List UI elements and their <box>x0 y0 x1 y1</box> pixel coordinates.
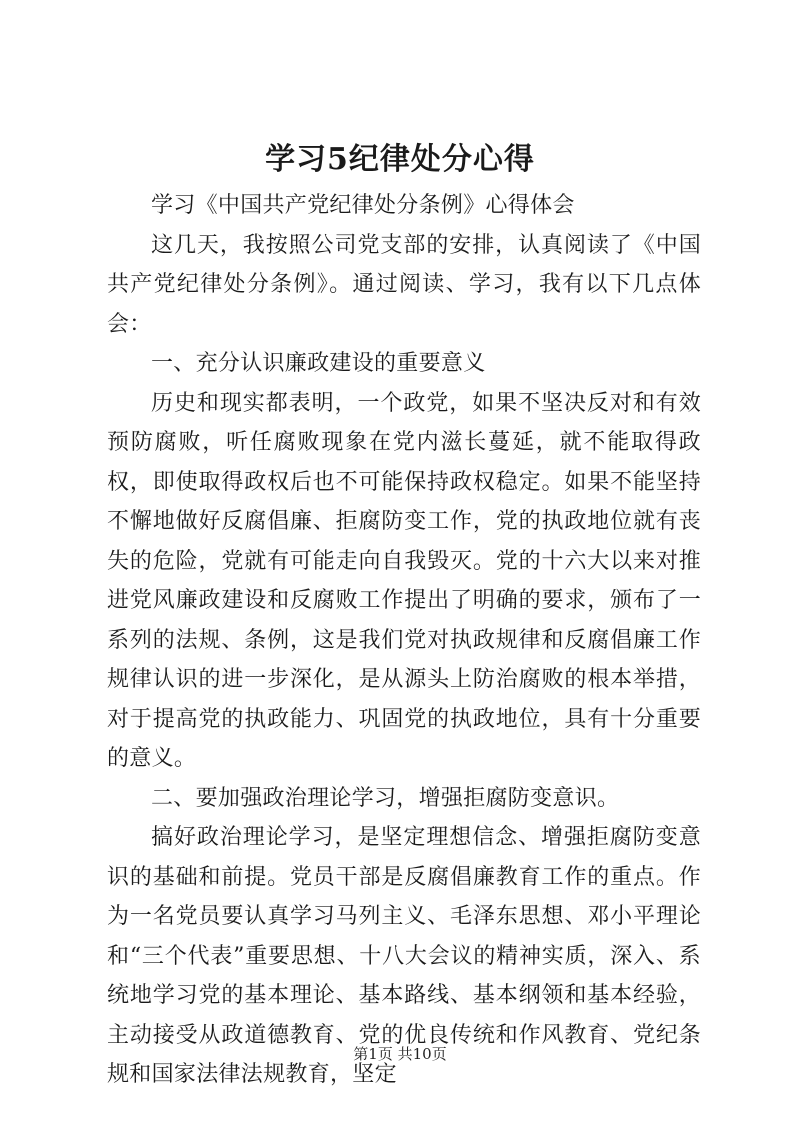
document-title: 学习5纪律处分心得 <box>265 142 535 177</box>
document-body <box>107 186 701 1095</box>
page-number-footer: 第1页 共10页 <box>353 1045 447 1063</box>
paragraph-section-1: 历史和现实都表明，一个政党，如果不坚决反对和有效预防腐败，听任腐败现象在党内滋长蔓延，就不能取得政权，即使取得政权后也不可能保持政权稳定。如果不能坚持不懈地做好反腐倡廉、拒腐防变工作，党的执政地位就有丧失的危险，党就有可能走向自我毁灭。党的十六大以来对推进党风廉政建设和反腐败工作提出了明确的要求，颁布了一系列的法规、条例，这是我们党对执政规律和反腐倡廉工作规律认识的进一步深化，是从源头上防治腐败的根本举措，对于提高党的执政能力、巩固党的执政地位，具有十分重要的意义。 <box>107 390 701 771</box>
paragraph-intro: 这几天，我按照公司党支部的安排，认真阅读了《中国共产党纪律处分条例》。通过阅读、学习，我有以下几点体会： <box>107 232 701 337</box>
section-heading-1: 一、充分认识廉政建设的重要意义 <box>151 351 486 376</box>
paragraph-subtitle: 学习《中国共产党纪律处分条例》心得体会 <box>151 193 575 218</box>
section-heading-2: 二、要加强政治理论学习，增强拒腐防变意识。 <box>151 785 620 811</box>
paragraph-section-2: 搞好政治理论学习，是坚定理想信念、增强拒腐防变意识的基础和前提。党员干部是反腐倡廉教育工作的重点。作为一名党员要认真学习马列主义、毛泽东思想、邓小平理论和“三个代表”重要思想、十八大会议的精神实质，深入、系统地学习党的基本理论、基本路线、基本纲领和基本经验，主动接受从政道德教育、党的优良传统和作风教育、党纪条规和国家法律法规教育，坚定 <box>107 825 701 1087</box>
